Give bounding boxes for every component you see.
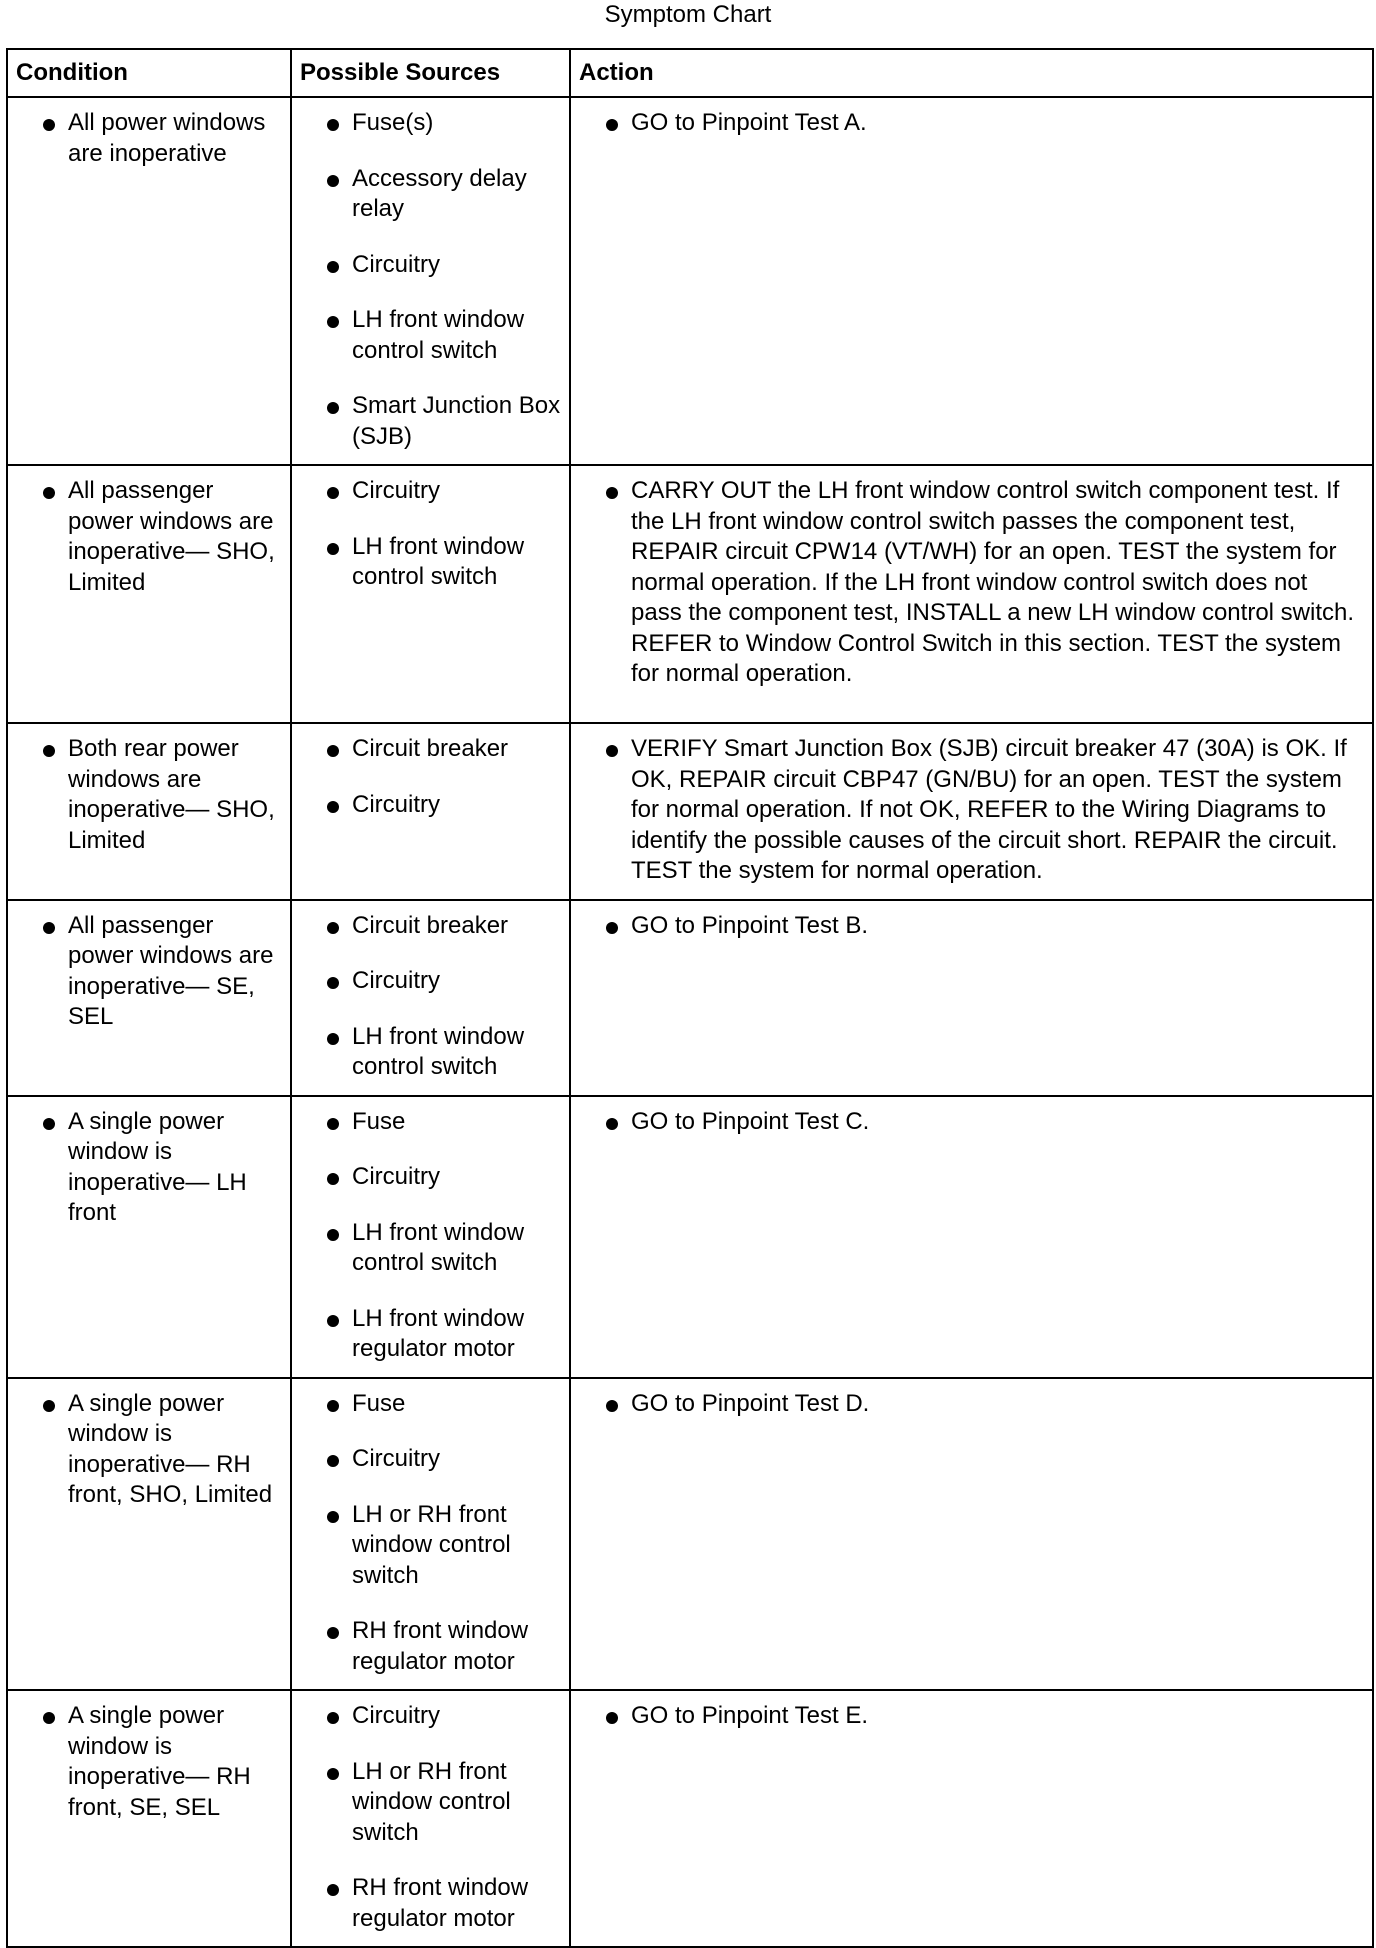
table-header-row — [7, 49, 1373, 97]
action-cell — [570, 1690, 1373, 1947]
sources-cell — [291, 1690, 570, 1947]
source-item: LH front window control switch — [300, 305, 561, 366]
condition-text: A single power window is inoperative— LH front — [16, 1107, 282, 1229]
action-cell — [570, 900, 1373, 1096]
condition-cell — [7, 900, 291, 1096]
sources-cell — [291, 465, 570, 723]
source-item: LH front window control switch — [300, 532, 561, 593]
action-cell — [570, 1096, 1373, 1378]
header-action: Action — [570, 49, 1373, 97]
source-item: Circuitry — [300, 966, 561, 997]
action-cell — [570, 723, 1373, 900]
source-item: Accessory delay relay — [300, 164, 561, 225]
condition-text: All power windows are inoperative — [16, 108, 282, 169]
source-item: Fuse(s) — [300, 108, 561, 139]
sources-cell — [291, 1378, 570, 1691]
source-item: Circuitry — [300, 1444, 561, 1475]
header-condition: Condition — [7, 49, 291, 97]
action-cell — [570, 1378, 1373, 1691]
source-item: LH or RH front window control switch — [300, 1757, 561, 1849]
source-item: Circuitry — [300, 1162, 561, 1193]
table-row — [7, 723, 1373, 900]
source-item: Circuit breaker — [300, 911, 561, 942]
source-item: LH front window control switch — [300, 1022, 561, 1083]
source-item: Fuse — [300, 1389, 561, 1420]
source-item: LH front window regulator motor — [300, 1304, 561, 1365]
condition-text: Both rear power windows are inoperative— SHO, Limited — [16, 734, 282, 856]
condition-text: A single power window is inoperative— RH front, SHO, Limited — [16, 1389, 282, 1511]
action-text: CARRY OUT the LH front window control switch component test. If the LH front window control switch passes the component test, REPAIR circuit CPW14 (VT/WH) for an open. TEST the system for normal operation. If the LH front window control switch does not pass the component test, INSTALL a new LH window control switch. REFER to Window Control Switch in this section. TEST the system for normal operation. — [579, 476, 1364, 690]
header-possible-sources: Possible Sources — [291, 49, 570, 97]
action-cell — [570, 465, 1373, 723]
source-item: RH front window regulator motor — [300, 1616, 561, 1677]
condition-cell — [7, 1378, 291, 1691]
action-text: VERIFY Smart Junction Box (SJB) circuit breaker 47 (30A) is OK. If OK, REPAIR circuit CBP47 (GN/BU) for an open. TEST the system for normal operation. If not OK, REFER to the Wiring Diagrams to identify the possible causes of the circuit short. REPAIR the circuit. TEST the system for normal operation. — [579, 734, 1364, 887]
source-item: LH or RH front window control switch — [300, 1500, 561, 1592]
table-row — [7, 465, 1373, 723]
table-row — [7, 1096, 1373, 1378]
condition-text: A single power window is inoperative— RH front, SE, SEL — [16, 1701, 282, 1823]
source-item: Circuitry — [300, 790, 561, 821]
sources-cell — [291, 723, 570, 900]
condition-text: All passenger power windows are inoperative— SHO, Limited — [16, 476, 282, 598]
condition-cell — [7, 1690, 291, 1947]
condition-cell — [7, 723, 291, 900]
sources-cell — [291, 900, 570, 1096]
condition-cell — [7, 97, 291, 465]
action-text: GO to Pinpoint Test C. — [579, 1107, 1364, 1138]
action-text: GO to Pinpoint Test B. — [579, 911, 1364, 942]
source-item: Circuitry — [300, 476, 561, 507]
source-item: LH front window control switch — [300, 1218, 561, 1279]
sources-cell — [291, 97, 570, 465]
source-item: Circuitry — [300, 250, 561, 281]
condition-cell — [7, 1096, 291, 1378]
source-item: RH front window regulator motor — [300, 1873, 561, 1934]
source-item: Fuse — [300, 1107, 561, 1138]
action-text: GO to Pinpoint Test D. — [579, 1389, 1364, 1420]
page-title: Symptom Chart — [604, 1, 772, 28]
table-row — [7, 900, 1373, 1096]
source-item: Circuitry — [300, 1701, 561, 1732]
condition-text: All passenger power windows are inoperative— SE, SEL — [16, 911, 282, 1033]
action-cell — [570, 97, 1373, 465]
source-item: Smart Junction Box (SJB) — [300, 391, 561, 452]
action-text: GO to Pinpoint Test A. — [579, 108, 1364, 139]
action-text: GO to Pinpoint Test E. — [579, 1701, 1364, 1732]
condition-cell — [7, 465, 291, 723]
sources-cell — [291, 1096, 570, 1378]
source-item: Circuit breaker — [300, 734, 561, 765]
table-row — [7, 1690, 1373, 1947]
table-row — [7, 97, 1373, 465]
symptom-chart-table — [6, 48, 1374, 1948]
table-row — [7, 1378, 1373, 1691]
